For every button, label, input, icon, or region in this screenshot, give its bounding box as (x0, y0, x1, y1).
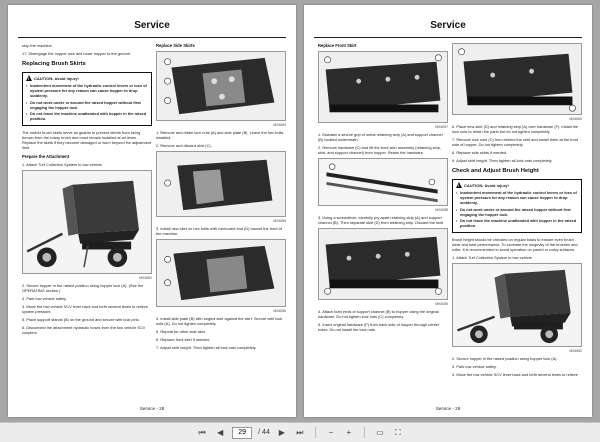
figure-code: MX6057 (435, 125, 448, 129)
step: 5. Insert original hardware (F) from back side of hopper through center holes. Do not install the lock nuts. (318, 322, 440, 332)
figure-code: MX6055 (273, 219, 286, 223)
step: 7. Adjust skirt height. Then tighten all lock nuts completely. (156, 345, 257, 350)
caution-header (456, 182, 578, 188)
step: 3. Park tow vehicle safely. (452, 363, 497, 369)
retaining-strip-illustration (319, 159, 447, 205)
page-footer: Service - 29 (435, 406, 461, 411)
figure-code: MX6058 (435, 208, 448, 212)
caution-item: • Do not work under or around the raised hopper without first engaging the hopper lock. (26, 100, 148, 110)
step: 3. Using a screwdriver, carefully pry apart retaining strip (A) and support channel (B). Then separate skirt (D) from retaining strip. Discard the skirt. (318, 215, 445, 225)
left-page-column-2 (156, 43, 286, 353)
figure-front-skirt-3 (318, 228, 448, 300)
fullscreen-icon[interactable]: ⛶ (395, 427, 401, 437)
fit-page-icon[interactable]: ▭ (376, 427, 384, 437)
front-skirt-illustration (453, 44, 581, 114)
page-header: Service (18, 14, 286, 38)
left-page-column-1 (22, 43, 152, 338)
figure-front-skirt-2 (318, 158, 448, 206)
step: 1. Attach Turf Collection System to tow vehicle. (452, 254, 533, 260)
next-page-icon[interactable]: ▶ (278, 427, 285, 437)
intro-line: stop the machine. (22, 43, 53, 48)
step: 5. Place support stands (B) on the ground and secure with lock pins. (22, 316, 140, 322)
side-skirt-illustration (157, 152, 285, 216)
attachment-illustration (23, 171, 151, 273)
step: 2. Secure hopper in the raised position using hopper lock (A). (452, 355, 558, 361)
step: 9. Adjust skirt height. Then tighten all lock nuts completely. (452, 158, 553, 163)
body-paragraph: The rubber brush skirts serve as guards to prevent debris from being thrown from the rotary brush and must remain installed at all times. Replace the skirts if they become damaged or worn beyond the adjustment limit. (22, 129, 152, 150)
step: 2. Secure hopper in the raised position using hopper lock (A). (See the OPERATING section.) (22, 282, 144, 293)
caution-header (26, 75, 148, 81)
caution-item: • Do not work under or around the raised hopper without first engaging the hopper lock. (456, 207, 578, 217)
subheading: Prepare the Attachment (22, 153, 70, 159)
side-skirt-illustration (157, 240, 285, 306)
caution-item: • Do not leave the machine unattended with hopper in the raised position. (26, 111, 148, 121)
page-total: / 44 (258, 429, 270, 436)
step: 4. Attach both ends of support channel (B) to hopper using the original hardware. Do not tighten lock nuts (C) completely. (318, 309, 439, 319)
step: 6. Disconnect the attachment hydraulic hoses from the tow vehicle SCV couplers. (22, 324, 146, 335)
figure-code: MX6056 (273, 309, 286, 313)
zoom-out-icon[interactable]: − (328, 427, 334, 437)
right-page-column-2 (452, 43, 582, 380)
step: 3. Park tow vehicle safely. (22, 295, 67, 301)
step: 3. Install new skirt on hex bolts with contoured end (D) toward the front of the machine. (156, 226, 282, 236)
page-header: Service (314, 14, 582, 38)
step: 8. Replace side skirts if needed. (452, 150, 508, 155)
figure-side-skirt-2 (156, 151, 286, 217)
step: 4. Move the tow vehicle SCV lever back and forth several times to relieve (452, 371, 578, 377)
figure-code: MX6062 (569, 348, 582, 353)
caution-item: • Inadvertent movement of the hydraulic control levers or loss of system pressure for any reason can cause hopper to drop suddenly. (26, 83, 148, 98)
step: 2. Remove and discard skirt (C). (156, 143, 212, 148)
side-skirt-illustration (157, 52, 285, 120)
figure-side-skirt-1 (156, 51, 286, 121)
step: 1. Remove and retain lock nuts (A) and side plate (B). Leave the hex bolts installed. (156, 130, 284, 140)
last-page-icon[interactable]: ⏭ (296, 427, 304, 437)
caution-box (452, 179, 582, 233)
right-page-column-1 (318, 43, 448, 335)
section-title: Replace Side Skirts (156, 43, 195, 48)
step: 1. Maintain a secure grip of metal retaining strip (A) and support channel (B) located underneath. (318, 132, 443, 142)
step: 4. Move the tow vehicle SCV lever back and forth several times to relieve system pressure. (22, 303, 148, 314)
step: 7. Remove lock nuts (C) from behind the skirt and install them at the front side of hopper. Do not tighten completely. (452, 137, 579, 147)
step: 6. Replace front skirt if needed. (156, 337, 210, 342)
intro-line: 17. Disengage the hopper lock and lower hopper to the ground. (22, 51, 132, 56)
body-paragraph: Brush height should be checked on regular basis to ensure even brush wear and best performance. To increase the longevity of the brushes and roller, it is recommended to avoid operation on paved or rocky surfaces. (452, 236, 578, 252)
front-skirt-illustration (319, 52, 447, 122)
zoom-in-icon[interactable]: + (346, 427, 352, 437)
section-title: Replace Front Skirt (318, 43, 357, 48)
caution-item: • Do not leave the machine unattended with hopper in the raised position. (456, 218, 578, 228)
figure-code: MX6054 (273, 123, 286, 127)
caution-title: CAUTION: Avoid injury! (464, 182, 509, 188)
figure-front-skirt-4 (452, 43, 582, 115)
attachment-illustration (453, 264, 581, 346)
step: 5. Repeat for other side skirt. (156, 329, 206, 334)
toolbar-divider (364, 427, 365, 438)
page-left (8, 5, 296, 417)
caution-item: • Inadvertent movement of the hydraulic control levers or loss of system pressure for any reason can cause hopper to drop suddenly. (456, 190, 578, 205)
figure-front-skirt-1 (318, 51, 448, 123)
page-right (304, 5, 592, 417)
caution-box (22, 72, 152, 126)
front-skirt-illustration (319, 229, 447, 299)
caution-title: CAUTION: Avoid injury! (34, 75, 79, 81)
previous-page-icon[interactable]: ◀ (217, 427, 224, 437)
first-page-icon[interactable]: ⏮ (198, 427, 206, 437)
toolbar-divider (315, 427, 316, 438)
warning-icon (26, 75, 32, 81)
viewer-toolbar (0, 422, 600, 442)
section-title: Replacing Brush Skirts (22, 61, 86, 67)
figure-side-skirt-3 (156, 239, 286, 307)
step: 1. Attach Turf Collection System to tow vehicle. (22, 161, 103, 167)
figure-code: MX6062 (139, 275, 152, 280)
step: 4. Install side plate (B) with angled side against the skirt. Secure with lock nuts (A). Do not tighten completely. (156, 316, 283, 326)
page-footer: Service - 28 (139, 406, 165, 411)
figure-attachment (22, 170, 152, 274)
figure-code: MX6060 (569, 117, 582, 121)
step: 6. Place new skirt (D) and retaining strip (A) over hardware (F). Install the lock nuts to retain the parts but do not tighten completely. (452, 124, 579, 134)
step: 2. Remove hardware (C) and lift the front skirt assembly (retaining strip, skirt, and support channel) from hopper. Retain the hardware. (318, 145, 442, 155)
page-number-input[interactable] (232, 427, 252, 439)
section-title: Check and Adjust Brush Height (452, 168, 539, 174)
warning-icon (456, 182, 462, 188)
figure-code: MX6059 (435, 302, 448, 306)
figure-attachment (452, 263, 582, 347)
